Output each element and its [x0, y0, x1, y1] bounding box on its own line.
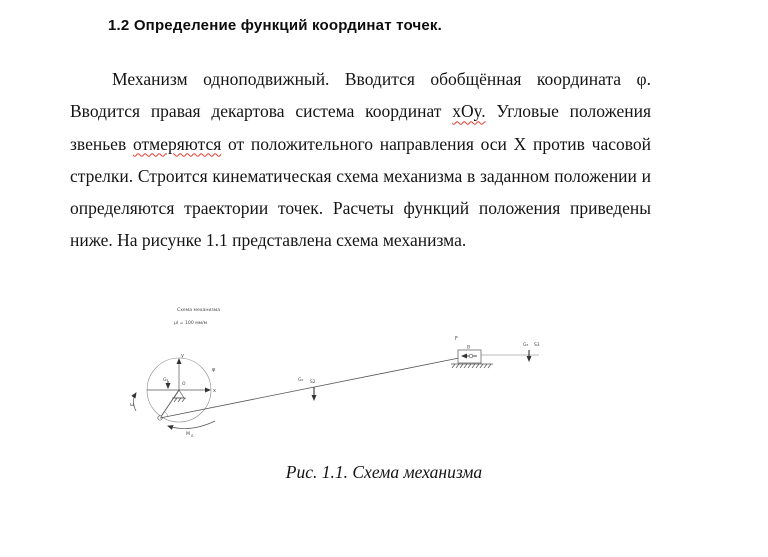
joint-b [469, 354, 473, 358]
g3-label: G₃ [523, 343, 529, 348]
paragraph-segment: Механизм одноподвижный. Вводится обобщённая координата φ. Вводится правая декартова система координат [70, 69, 651, 122]
driving-moment-arc [168, 421, 215, 429]
paragraph-segment: Угловые положения звеньев [70, 101, 651, 154]
body-paragraph [70, 63, 651, 257]
g2-label: G₂ [298, 378, 304, 383]
paragraph-segment: от положительного направления оси X против часовой стрелки. Строится кинематическая схема механизма в заданном положении и определяются траектории точек. Расчеты функций положения приведены ниже. На рисунке 1.1 представлена схема механизма. [70, 133, 651, 251]
s3-label: S3 [534, 343, 540, 348]
mechanism-diagram [130, 297, 570, 462]
driving-moment-subscript: д [191, 433, 194, 438]
fixed-support [172, 390, 186, 402]
diagram-note-scale: μl = 100 мм/м [174, 321, 208, 326]
crank-link [160, 390, 179, 418]
driving-moment-label: М [186, 432, 190, 437]
joint-angle-arc [165, 412, 168, 417]
slider-block [458, 350, 481, 363]
diagram-note [174, 307, 220, 326]
section-heading: 1.2 Определение функций координат точек. [108, 17, 442, 34]
y-axis-label: y [181, 353, 184, 359]
phi-label: φ [212, 367, 216, 373]
origin-label: O [182, 382, 186, 387]
b-label: B [467, 345, 471, 351]
f-label: F [455, 336, 458, 342]
misspelled-word-xoy: xOy. [452, 101, 486, 122]
slider-guide-ground [451, 364, 493, 368]
s2-label: S2 [310, 380, 316, 385]
diagram-note-title: Схема механизма [177, 308, 221, 313]
g1-label: G₁ [163, 378, 169, 383]
x-axis-label: x [213, 388, 216, 394]
omega-label: ω [130, 402, 135, 408]
figure-caption: Рис. 1.1. Схема механизма [285, 462, 483, 482]
coordinate-axes [147, 359, 210, 390]
misspelled-word-otmeryayutsya: отмеряются [132, 133, 222, 154]
